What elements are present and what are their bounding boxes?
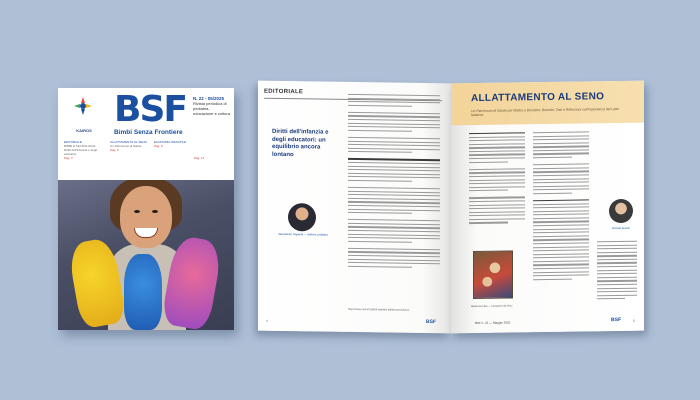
author-caption: Alessandro Sapienti — dottore, pediatra xyxy=(278,231,328,237)
madonna-painting xyxy=(473,250,513,299)
article-banner xyxy=(451,81,644,126)
footnote: https://www.unicef.it/diritti-bambini-italia/convenzione/ xyxy=(348,307,410,312)
cover-column-1 xyxy=(64,140,106,160)
col2-line-1: Un Patrimonio di Salute xyxy=(110,144,142,148)
col1-line-1: BIMBI E TECNOLOGIA xyxy=(64,144,96,148)
left-page xyxy=(258,81,451,334)
doctor-caption: Michele Busato xyxy=(612,226,630,231)
col3-line-1: Pag. 8 xyxy=(154,144,163,148)
right-page xyxy=(451,81,644,334)
kairos-logo-text: KAIROS xyxy=(76,128,92,133)
child-eye-left xyxy=(134,210,140,213)
col1-heading: EDITORIALE xyxy=(64,140,82,144)
left-folio-logo: BSF xyxy=(426,318,436,326)
issue-desc: Rivista periodica di pediatria, educazione e cultura xyxy=(193,101,230,116)
right-text-column-1 xyxy=(469,132,525,226)
article-title: Diritti dell'infanzia e degli educatori: un equilibrio ancora lontano xyxy=(272,128,329,158)
right-folio-logo: BSF xyxy=(611,316,621,324)
left-text-column xyxy=(348,94,440,271)
cover-column-3 xyxy=(154,140,190,148)
col1-line-3: Pag. 3 xyxy=(64,156,73,160)
col3-heading: ECONOMIA INFANTILE xyxy=(154,140,187,144)
col4-line-1: Pag. 11 xyxy=(194,156,205,160)
cover-column-2 xyxy=(110,140,150,152)
painted-hand-blue xyxy=(124,254,162,330)
cover-photo xyxy=(58,180,234,330)
cover-column-4 xyxy=(194,156,230,160)
cover-subtitle: Bimbi Senza Frontiere xyxy=(114,129,183,136)
right-folio: 5 xyxy=(633,318,635,323)
right-text-column-2 xyxy=(533,131,589,282)
banner-subtitle: Un Patrimonio di Salute per Madre e Bambino: Benefici, Dati e Riflessioni sull'Importanza del Latte Materno xyxy=(471,107,619,118)
section-label: EDITORIALE xyxy=(264,88,304,96)
painting-caption: Madonna Litta — Leonardo da Vinci xyxy=(471,304,513,309)
col2-line-2: Pag. 5 xyxy=(110,148,119,152)
author-photo xyxy=(288,203,316,231)
issue-number: N. 22 - 05/2025 xyxy=(193,96,225,101)
child-face xyxy=(120,186,172,248)
banner-title: ALLATTAMENTO AL SENO xyxy=(471,91,605,105)
magazine-cover xyxy=(58,88,234,330)
child-eye-right xyxy=(152,210,158,213)
col1-line-2: Diritti dell'infanzia e degli educatori xyxy=(64,148,97,156)
kairos-logo-icon xyxy=(68,94,98,128)
left-folio: 4 xyxy=(266,318,268,323)
magazine-spread xyxy=(258,82,644,332)
cover-issue xyxy=(193,96,231,116)
right-footer: BSF n. 22 — Maggio 2025 xyxy=(475,320,511,326)
col2-heading: ALLATTAMENTO AL SENO xyxy=(110,140,147,144)
doctor-photo xyxy=(609,199,633,223)
right-text-column-3 xyxy=(597,241,637,302)
cover-title: BSF xyxy=(114,89,186,130)
